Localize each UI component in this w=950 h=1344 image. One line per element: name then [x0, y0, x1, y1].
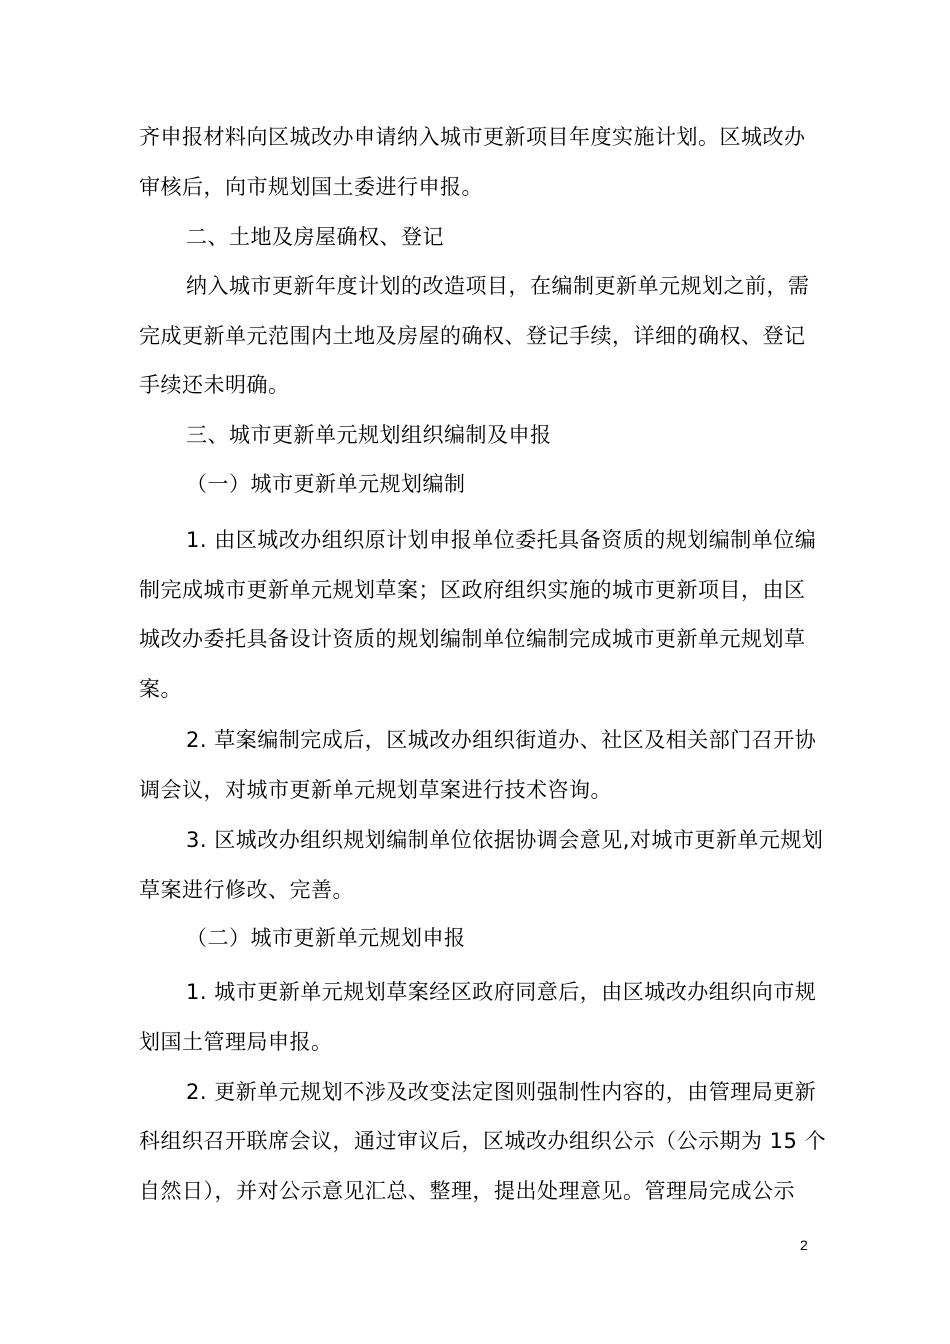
body-text-line: 纳入城市更新年度计划的改造项目，在编制更新单元规划之前，需	[186, 274, 810, 298]
body-text-line: 手续还未明确。	[139, 373, 290, 397]
subsection-heading: （二）城市更新单元规划申报	[186, 926, 466, 950]
body-text-line: 自然日），并对公示意见汇总、整理，提出处理意见。管理局完成公示	[139, 1179, 795, 1203]
page-number: 2	[800, 1237, 808, 1253]
body-text-line: 审核后，向市规划国土委进行申报。	[139, 175, 483, 199]
body-text-line: 草案进行修改、完善。	[139, 878, 354, 902]
section-heading: 三、城市更新单元规划组织编制及申报	[186, 423, 552, 447]
body-text-line: 划国土管理局申报。	[139, 1030, 333, 1054]
body-text-line: 完成更新单元范围内土地及房屋的确权、登记手续，详细的确权、登记	[139, 324, 806, 348]
body-text-line: 制完成城市更新单元规划草案；区政府组织实施的城市更新项目，由区	[139, 578, 806, 602]
section-heading: 二、土地及房屋确权、登记	[186, 225, 444, 249]
body-text-line: 科组织召开联席会议，通过审议后，区城改办组织公示（公示期为 15 个	[139, 1129, 827, 1153]
body-text-line: 案。	[139, 677, 182, 701]
body-text-line: 齐申报材料向区城改办申请纳入城市更新项目年度实施计划。区城改办	[139, 125, 806, 149]
subsection-heading: （一）城市更新单元规划编制	[186, 472, 466, 496]
body-text-line: 城改办委托具备设计资质的规划编制单位编制完成城市更新单元规划草	[139, 627, 806, 651]
body-text-line: 2. 更新单元规划不涉及改变法定图则强制性内容的，由管理局更新	[186, 1080, 817, 1104]
body-text-line: 2. 草案编制完成后，区城改办组织街道办、社区及相关部门召开协	[186, 728, 817, 752]
body-text-line: 调会议，对城市更新单元规划草案进行技术咨询。	[139, 778, 612, 802]
body-text-line: 3. 区城改办组织规划编制单位依据协调会意见,对城市更新单元规划	[186, 828, 824, 852]
body-text-line: 1. 由区城改办组织原计划申报单位委托具备资质的规划编制单位编	[186, 528, 817, 552]
body-text-line: 1. 城市更新单元规划草案经区政府同意后，由区城改办组织向市规	[186, 980, 817, 1004]
